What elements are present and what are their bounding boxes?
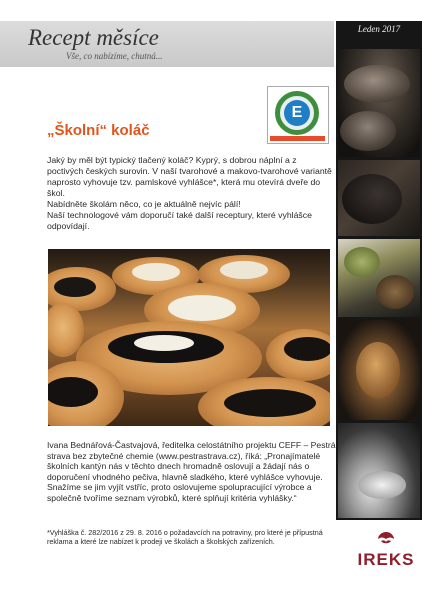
intro-paragraph: Jaký by měl být typický tlačený koláč? Kyprý, s dobrou náplní a z poctivých českých surovin. V naší tvarohové a makovo-tvarohové variantě naprosto vyhovuje tzv. pamlskové vyhlášce*, která mu otevírá dveře do škol.: [47, 155, 332, 198]
header-tagline: Vše, co nabízíme, chutná...: [66, 51, 163, 61]
eco-friendly-badge-icon: E: [267, 86, 329, 144]
header-band: [0, 21, 334, 67]
logo-name: IREKS: [357, 550, 415, 569]
sidebar-photo-baguettes: [338, 320, 420, 420]
sidebar-photo-flour: [338, 423, 420, 518]
sidebar-photo-bread-loaves: [338, 49, 420, 157]
quote-paragraph: Ivana Bednářová-Častvajová, ředitelka celostátního projektu CEFF – Pestrá strava bez zbytečné chemie (www.pestrastrava.cz), říká: „Pronajímatelé školních kantýn nás v těchto dnech hromadně oslovují a žádají nás o doporučení vhodného pečiva, hlavně sladkého, které vyhlášce vyhovuje. Snažíme se jim vyjít vstříc, proto oslovujeme spolupracující výrobce a společně tvoříme seznam výrobků, které splňují kritéria vyhlášky.“: [47, 440, 336, 503]
sidebar-photo-column: [336, 21, 422, 520]
article-intro: [47, 155, 333, 232]
sidebar-photo-sandwiches: [338, 239, 420, 317]
page-title: Recept měsíce: [28, 25, 159, 50]
intro-paragraph: Nabídněte školám něco, co je aktuálně nejvíc pálí!: [47, 199, 241, 209]
intro-paragraph: Naší technologové vám doporučí také další receptury, které vyhlášce odpovídají.: [47, 210, 312, 231]
sidebar-photo-dark-bread: [338, 160, 420, 236]
footnote: *Vyhláška č. 282/2016 z 29. 8. 2016 o požadavcích na potraviny, pro které je přípustná reklama a které lze nabízet k prodeji ve školách a školských zařízeních.: [47, 528, 323, 546]
kolace-photo: [48, 249, 330, 426]
ireks-logo-icon: [356, 530, 416, 580]
article-heading: „Školní“ koláč: [47, 122, 150, 139]
issue-date: Leden 2017: [357, 24, 401, 34]
logo-mark-icon: [375, 530, 397, 546]
